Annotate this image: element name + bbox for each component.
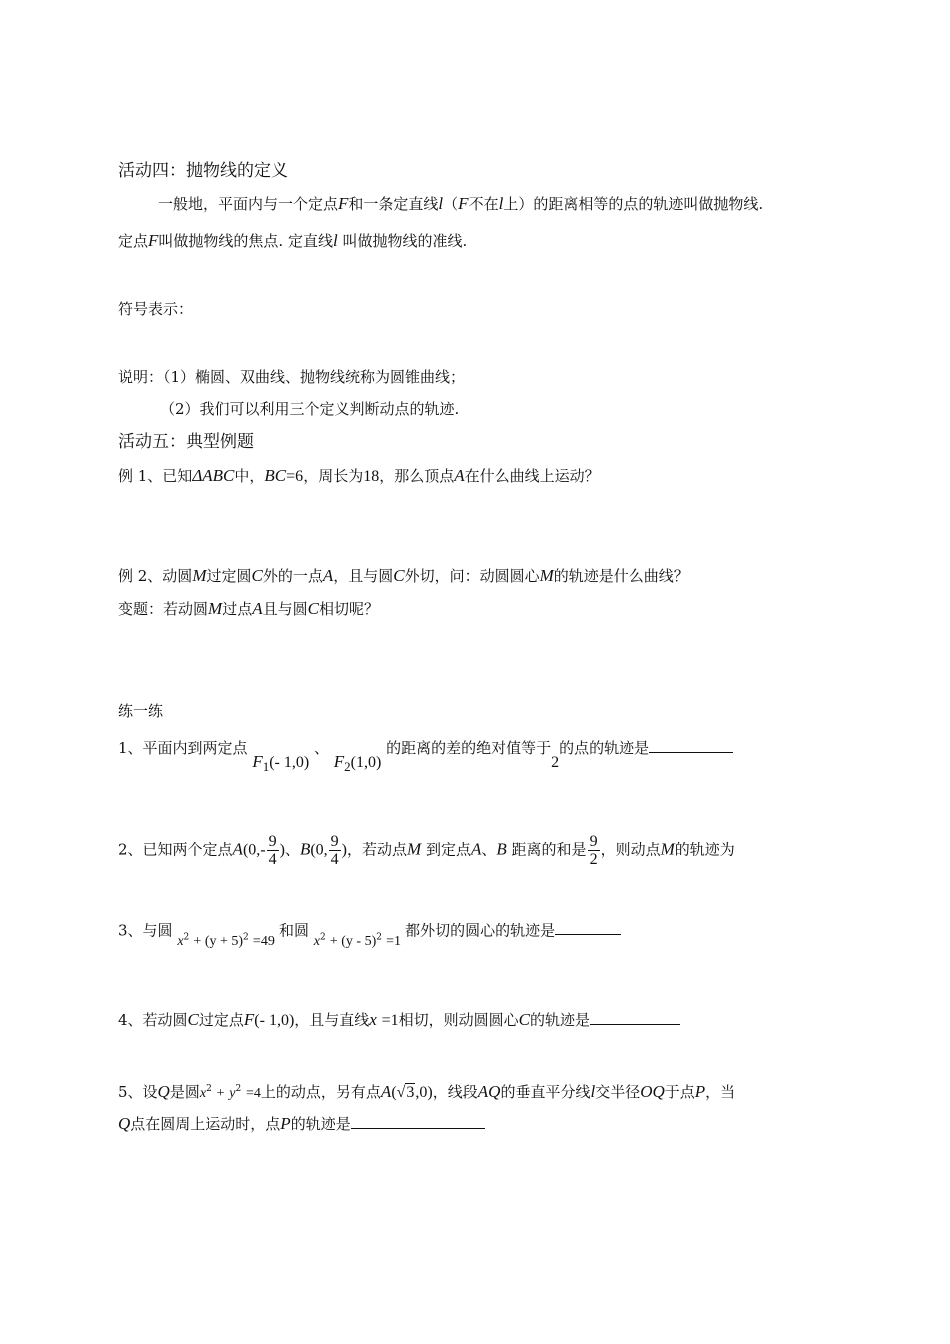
math-M: M (660, 839, 675, 859)
text: 的轨迹是 (290, 1115, 351, 1133)
equation-circle-2 (314, 934, 405, 949)
note-line-2: （2）我们可以利用三个定义判断动点的轨迹. (160, 400, 460, 418)
numerator: 9 (268, 833, 277, 850)
text: 、 (481, 840, 497, 859)
math-F1: F (252, 752, 263, 771)
math-C: C (393, 566, 405, 585)
text: 、 (284, 840, 300, 859)
text: 距离的和是 (511, 840, 587, 859)
math-C: C (518, 1010, 531, 1029)
text: 都外切的圆心的轨迹是 (405, 921, 556, 940)
math-plus: + (216, 1086, 225, 1101)
text: 过定点 (198, 1011, 244, 1029)
practice-title: 练一练 (118, 702, 164, 720)
text: 相切，则动圆圆心 (398, 1011, 519, 1029)
fraction-9-4 (267, 833, 279, 868)
math-y: y (229, 1086, 236, 1101)
math-sqrt-3: 3 (406, 1084, 415, 1101)
text: ，线段 (432, 1083, 478, 1101)
math-rhs: =49 (252, 934, 275, 950)
math-eq-1: =1 (381, 1012, 399, 1029)
text: 3、与圆 (118, 921, 173, 940)
math-A: A (454, 466, 465, 485)
text: 的垂直平分线 (500, 1083, 591, 1101)
text: 例 1、已知 (118, 467, 193, 485)
math-l: l (498, 194, 504, 213)
math-rhs: =1 (386, 934, 402, 950)
numerator: 9 (330, 833, 339, 850)
def-text: 和一条定直线 (348, 195, 439, 213)
answer-blank[interactable] (351, 1114, 485, 1129)
exponent: 2 (235, 1084, 242, 1094)
math-2: 2 (551, 754, 560, 771)
exponent: 2 (183, 933, 190, 943)
def-text: 一般地，平面内与一个定点 (158, 195, 339, 213)
math-bc: BC (264, 466, 287, 485)
math-F: F (243, 1010, 255, 1029)
math-A: A (232, 839, 243, 859)
text: 到定点 (425, 840, 471, 859)
example-2 (118, 565, 689, 587)
separator: 、 (313, 739, 329, 757)
math-B: B (496, 839, 507, 859)
math-M: M (539, 566, 554, 585)
math-P: P (694, 1082, 706, 1101)
definition-line-2 (118, 230, 467, 252)
text: ，且与直线 (294, 1011, 370, 1029)
math-paren: ( (391, 1084, 397, 1101)
text: 的轨迹是什么曲线？ (553, 567, 689, 585)
text: 中， (234, 467, 265, 485)
math-eq-4: =4 (246, 1086, 261, 1101)
math-x: x (313, 934, 320, 950)
math-Q: Q (118, 1114, 131, 1133)
text: 上的动点，另有点 (260, 1083, 381, 1101)
text: 的点的轨迹是 (559, 739, 650, 757)
close-paren: ) (341, 841, 347, 859)
math-M: M (208, 599, 223, 618)
text: 1、平面内到两定点 (118, 739, 248, 757)
answer-blank[interactable] (649, 738, 733, 753)
math-l: l (438, 194, 444, 213)
text: 例 2、动圆 (118, 567, 193, 585)
exponent: 2 (376, 933, 382, 943)
def-text: 叫做抛物线的焦点. 定直线 (158, 232, 333, 250)
text: 的轨迹是 (530, 1011, 591, 1029)
exponent: 2 (319, 933, 326, 943)
math-Q: Q (157, 1082, 170, 1101)
subscript: 1 (262, 759, 270, 774)
text: 变题：若动圆 (118, 600, 209, 618)
answer-blank[interactable] (555, 920, 621, 935)
math-A: A (322, 566, 334, 585)
text: 且与圆 (262, 600, 308, 618)
math-F2: F (333, 752, 345, 771)
math-A: A (252, 599, 263, 618)
math-M: M (407, 839, 422, 859)
practice-question-5-line-2 (118, 1113, 485, 1135)
practice-question-3 (118, 917, 621, 950)
math-C: C (307, 599, 319, 618)
fraction-9-4 (329, 833, 341, 868)
text: 的距离的差的绝对值等于 (386, 739, 552, 757)
text: 的轨迹为 (674, 840, 735, 859)
math-C: C (187, 1010, 199, 1029)
text: ，若动点 (346, 840, 407, 859)
math-OQ: OQ (640, 1082, 665, 1101)
math-F: F (338, 194, 349, 213)
math-eq-6: =6 (286, 468, 304, 485)
symbol-label: 符号表示： (118, 300, 194, 318)
text: 点在圆周上运动时，点 (130, 1115, 281, 1133)
text: 外的一点 (262, 567, 323, 585)
def-text: 不在 (468, 195, 499, 213)
math-F: F (458, 194, 469, 213)
practice-question-5-line-1 (118, 1078, 735, 1105)
math-M: M (192, 566, 207, 585)
text: 于点 (664, 1083, 695, 1101)
math-18: 18 (363, 468, 380, 485)
math-l: l (332, 231, 338, 250)
math-x: x (177, 934, 184, 950)
math-expr: + (y - 5) (329, 934, 377, 950)
def-text: （ (443, 195, 459, 213)
variant-question (118, 598, 379, 620)
math-AQ: AQ (477, 1082, 501, 1101)
text: 5、设 (118, 1083, 158, 1101)
point-F: (- 1,0) (254, 1012, 295, 1029)
practice-question-4 (118, 1009, 680, 1032)
text: 相切呢？ (318, 600, 379, 618)
math-x: x (369, 1010, 377, 1029)
text: 交半径 (595, 1083, 641, 1101)
math-expr: + (y + 5) (193, 934, 244, 950)
exponent: 2 (243, 933, 249, 943)
numerator: 9 (589, 833, 598, 850)
point-b-open: (0, (310, 841, 328, 859)
note-line-1: 说明：（1）椭圆、双曲线、抛物线统称为圆锥曲线； (118, 368, 466, 386)
point-a-open: (0,- (242, 841, 266, 859)
math-P: P (280, 1114, 291, 1133)
text: 和圆 (278, 921, 309, 940)
denominator: 2 (589, 851, 598, 868)
math-paren: ,0) (415, 1084, 433, 1101)
def-text: 叫做抛物线的准线. (342, 232, 468, 250)
math-triangle-abc: ΔABC (192, 466, 235, 485)
point-F2: (1,0) (350, 754, 382, 771)
text: 是圆 (169, 1083, 200, 1101)
text: 过点 (222, 600, 253, 618)
def-text: 定点 (118, 232, 149, 250)
fraction-9-2 (588, 833, 600, 868)
math-F: F (148, 231, 159, 250)
denominator: 4 (330, 851, 339, 868)
section-title-activity-4: 活动四：抛物线的定义 (118, 161, 288, 181)
text: 4、若动圆 (118, 1011, 188, 1029)
text: ，且与圆 (333, 567, 394, 585)
denominator: 4 (268, 851, 277, 868)
close-paren: ) (279, 841, 285, 859)
example-1 (118, 465, 600, 488)
text: 过定圆 (206, 567, 252, 585)
text: ，那么顶点 (379, 467, 455, 485)
exponent: 2 (206, 1084, 212, 1094)
math-l: l (590, 1082, 596, 1101)
section-title-activity-5: 活动五：典型例题 (118, 432, 254, 452)
text: ，则动点 (600, 840, 661, 859)
equation-circle-1 (177, 934, 279, 949)
text: 2、已知两个定点 (118, 840, 233, 859)
text: ，当 (705, 1083, 736, 1101)
math-x: x (199, 1086, 207, 1101)
subscript: 2 (344, 759, 351, 774)
math-B: B (299, 839, 311, 859)
text: 外切，问：动圆圆心 (404, 567, 540, 585)
def-text: 上）的距离相等的点的轨迹叫做抛物线. (503, 195, 764, 213)
answer-blank[interactable] (590, 1010, 680, 1025)
math-A: A (380, 1082, 392, 1101)
practice-question-2 (118, 833, 735, 868)
math-A: A (470, 839, 482, 859)
practice-question-1 (118, 737, 733, 774)
math-C: C (251, 566, 263, 585)
sqrt-symbol: √ (396, 1084, 406, 1101)
text: 在什么曲线上运动？ (464, 467, 600, 485)
text: ，周长为 (303, 467, 364, 485)
point-F1: (- 1,0) (269, 754, 310, 771)
definition-line-1 (158, 193, 763, 215)
